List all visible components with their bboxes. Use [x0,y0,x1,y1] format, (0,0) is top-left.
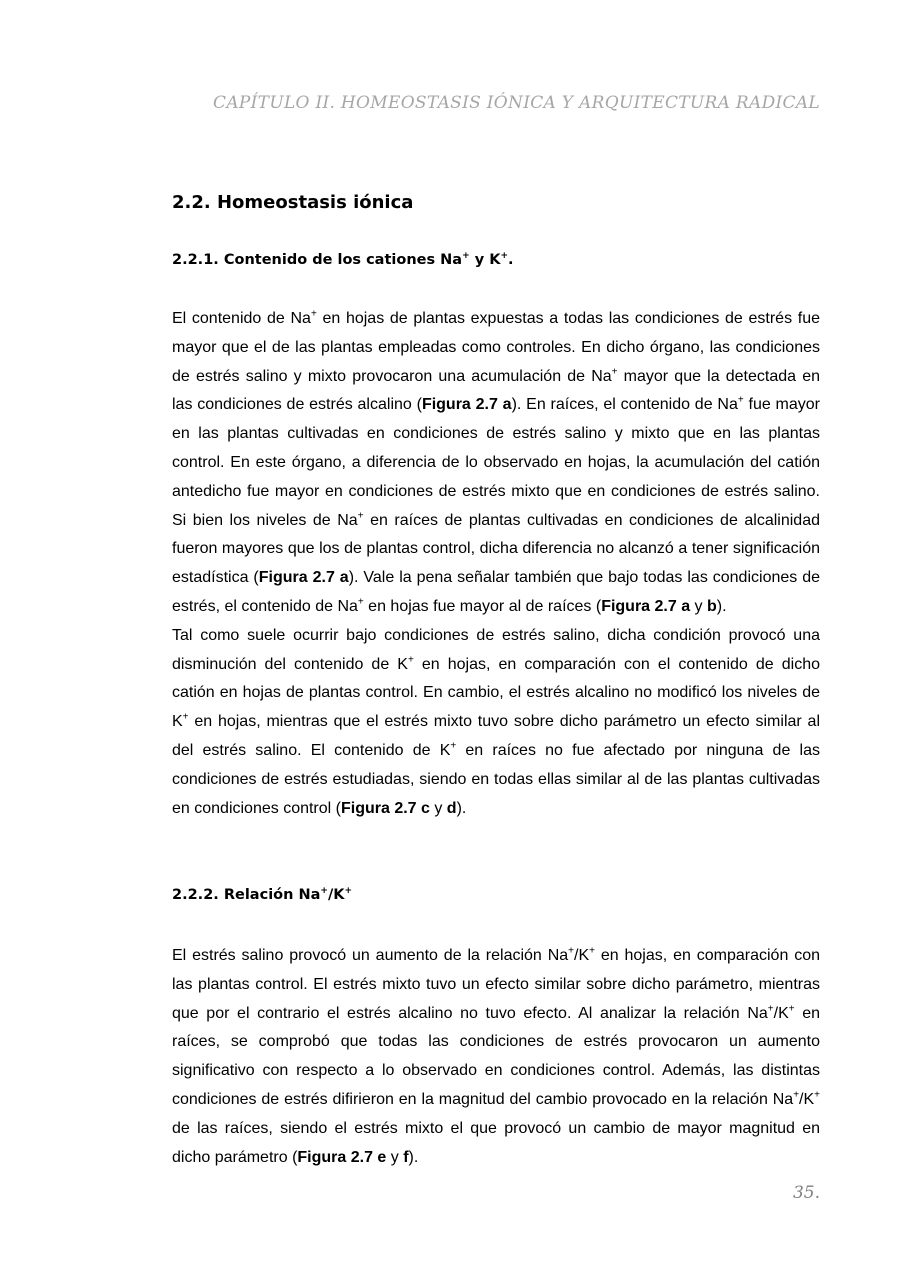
text-run: ). [408,1148,419,1166]
subsection-title-1 [172,251,514,268]
superscript: + [310,308,317,320]
subsection-title-text: 2.2.1. Contenido de los cationes Na [172,251,463,268]
text-run: en raíces de plantas cultivadas en condiciones de alcalinidad fueron mayores que los de plantas control, dicha diferencia no alcanzó a tener significación estadística ( [172,511,820,587]
text-run: El contenido de Na [172,310,311,327]
superscript: + [568,945,574,957]
superscript: + [788,1003,795,1015]
subsection-title-text: y K [469,251,501,268]
text-run: ). En raíces, el contenido de Na [511,396,738,414]
text-run: El estrés salino provocó un aumento de la relación Na [172,947,569,964]
superscript: + [320,886,328,896]
paragraph-k-content [172,627,820,817]
text-run: y [429,799,447,817]
text-run: en raíces, se comprobó que todas las condiciones de estrés provocaron un aumento significativo con respecto a lo observado en condiciones control. Además, las distintas condiciones de estrés difirieron en la magnitud del cambio provocado en la relación Na [172,1004,821,1108]
figure-reference: b [707,597,717,615]
superscript: + [182,711,189,723]
text-run: /K [574,947,590,964]
superscript: + [357,596,364,608]
figure-reference: f [403,1148,409,1166]
superscript: + [611,366,618,378]
superscript: + [344,886,353,896]
text-run: ). [456,799,467,817]
text-run: mayor que la detectada en las condiciones de estrés alcalino ( [172,367,820,414]
superscript: + [737,395,744,407]
superscript: + [450,740,457,752]
figure-reference: Figura 2.7 e [297,1148,387,1166]
subsection-title-2 [172,886,352,903]
superscript: + [462,251,470,261]
superscript: + [589,945,595,957]
text-run: /K [773,1004,789,1022]
text-run: /K [799,1090,815,1108]
superscript: + [793,1089,800,1101]
paragraph-na-content [172,305,820,823]
figure-reference: Figura 2.7 a [258,569,349,587]
text-run: en hojas, mientras que el estrés mixto tuvo sobre dicho parámetro un efecto similar al del estrés salino. El contenido de K [172,713,820,759]
text-run: en hojas, en comparación con las plantas control. El estrés mixto tuvo un efecto similar sobre dicho parámetro, mientras que por el contrario el estrés alcalino no tuvo efecto. Al analizar la relación Na [172,947,821,1022]
text-run: de las raíces, siendo el estrés mixto el que provocó un cambio de mayor magnitud en dicho parámetro ( [172,1119,820,1166]
running-header: CAPÍTULO II. HOMEOSTASIS IÓNICA Y ARQUITECTURA RADICAL [213,93,820,113]
text-run: ). Vale la pena señalar también que bajo todas las condiciones de estrés, el contenido de Na [172,569,821,615]
page-number: 35. [792,1183,820,1203]
superscript: + [767,1003,774,1015]
text-run: en raíces no fue afectado por ninguna de las condiciones de estrés estudiadas, siendo en todas ellas similar al de las plantas cultivadas en condiciones control ( [172,741,820,817]
subsection-title-text: /K [327,886,345,903]
text-run: en hojas de plantas expuestas a todas las condiciones de estrés fue mayor que el de las plantas empleadas como controles. En dicho órgano, las condiciones de estrés salino y mixto provocaron una acumulación de Na [172,310,821,385]
figure-reference: Figura 2.7 a [421,396,512,414]
figure-reference: Figura 2.7 a [601,597,691,615]
figure-reference: Figura 2.7 c [340,799,430,817]
subsection-title-text: 2.2.2. Relación Na [172,886,321,903]
paragraph-na-k-ratio [172,942,820,1172]
text-run: en hojas, en comparación con el contenido de dicho catión en hojas de plantas control. En cambio, el estrés alcalino no modificó los niveles de K [172,655,820,731]
superscript: + [500,251,508,261]
text-run: en hojas fue mayor al de raíces ( [363,597,602,615]
superscript: + [407,654,414,666]
subsection-title-text: . [507,251,514,268]
section-title: 2.2. Homeostasis iónica [172,192,414,213]
text-run: Tal como suele ocurrir bajo condiciones de estrés salino, dicha condición provocó una disminución del contenido de K [172,626,820,673]
text-run: fue mayor en las plantas cultivadas en condiciones de estrés salino y mixto que en las plantas control. En este órgano, a diferencia de lo observado en hojas, la acumulación del catión antedicho fue mayor en condiciones de estrés mixto que en condiciones de estrés salino. Si bien los niveles de Na [172,396,821,529]
text-run: ). [716,597,727,615]
superscript: + [814,1089,820,1101]
figure-reference: d [446,799,457,817]
text-run: y [690,597,707,615]
superscript: + [357,510,364,522]
text-run: y [386,1148,404,1166]
